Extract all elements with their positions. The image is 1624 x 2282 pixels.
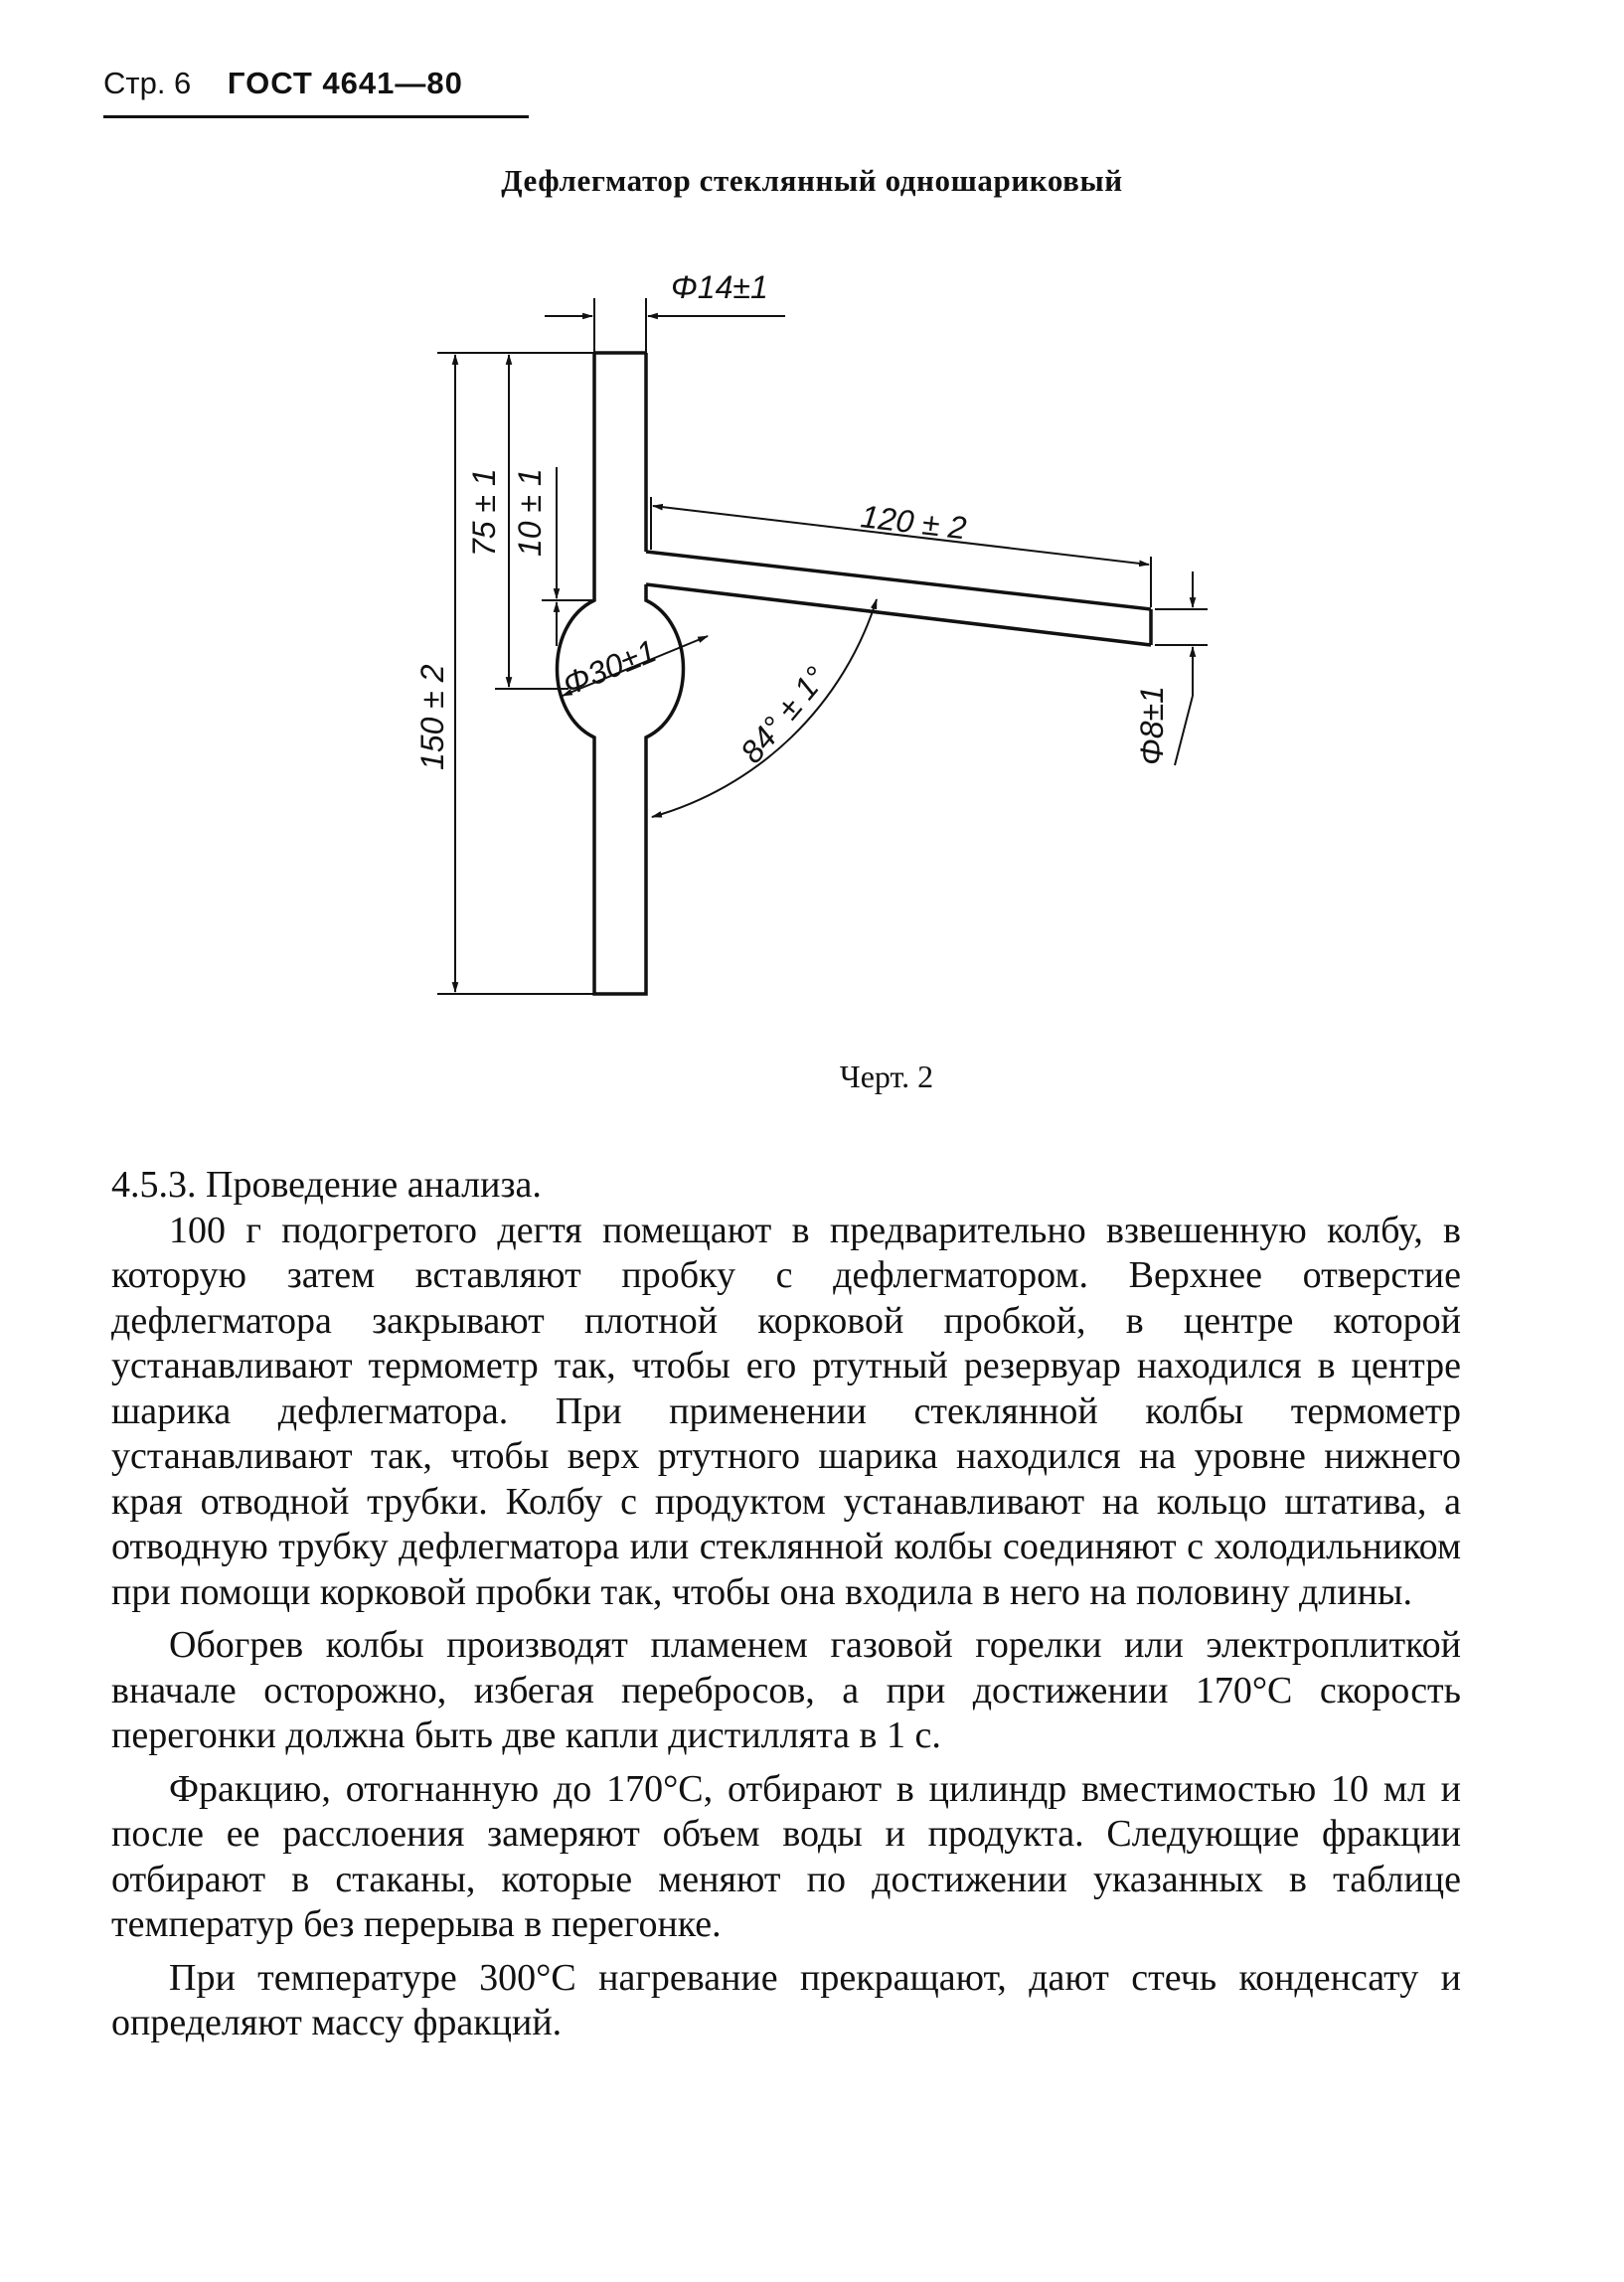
dim-angle-arc bbox=[652, 599, 877, 817]
dimension-lines bbox=[437, 298, 1208, 994]
figure-caption: Черт. 2 bbox=[839, 1059, 934, 1094]
label-side-length: 120 ± 2 bbox=[859, 498, 969, 547]
label-10: 10 ± 1 bbox=[512, 468, 548, 557]
body-text bbox=[111, 1163, 1461, 2046]
paragraph: Обогрев колбы производят пламенем газовой горелки или электроплиткой вначале осторожно, избегая перебросов, а при достижении 170°С скорость перегонки должна быть две капли дистиллята в 1 с. bbox=[111, 1624, 1461, 1756]
dim-side-d-leader bbox=[1175, 696, 1193, 765]
label-bulb-diameter: Φ30±1 bbox=[558, 632, 662, 703]
label-side-diameter: Φ8±1 bbox=[1134, 686, 1170, 765]
label-top-diameter: Φ14±1 bbox=[671, 269, 768, 305]
label-angle: 84° ± 1° bbox=[732, 659, 834, 770]
side-tube-upper-edge bbox=[646, 552, 1151, 609]
side-tube-lower-edge bbox=[646, 584, 1151, 645]
standard-number: ГОСТ 4641—80 bbox=[227, 66, 463, 100]
label-total-height: 150 ± 2 bbox=[414, 664, 450, 770]
page-number: Стр. 6 bbox=[103, 66, 192, 100]
paragraph: При температуре 300°С нагревание прекращают, дают стечь конденсату и определяют массу фракций. bbox=[111, 1956, 1461, 2043]
vessel-outline bbox=[558, 353, 1152, 994]
paragraph: Фракцию, отогнанную до 170°С, отбирают в цилиндр вместимостью 10 мл и после ее расслоения замеряют объем воды и продукта. Следующие фракции отбирают в стаканы, которые меняют по достижении указанных в таблице температур без перерыва в перегонке. bbox=[111, 1767, 1461, 1945]
section-heading: 4.5.3. Проведение анализа. bbox=[111, 1164, 542, 1206]
figure-title: Дефлегматор стеклянный одношариковый bbox=[501, 163, 1123, 198]
label-75: 75 ± 1 bbox=[466, 468, 502, 557]
paragraph: 100 г подогретого дегтя помещают в предварительно взвешенную колбу, в которую затем вставляют пробку с дефлегматором. Верхнее отверстие дефлегматора закрывают плотной корковой пробкой, в центре которой устанавливают термометр так, чтобы его ртутный резервуар находился в центре шарика дефлегматора. При применении стеклянной колбы термометр устанавливают так, чтобы верх ртутного шарика находился на уровне нижнего края отводной трубки. Колбу с продуктом устанавливают на кольцо штатива, а отводную трубку дефлегматора или стеклянной колбы соединяют с холодильником при помощи корковой пробки так, чтобы она входила в него на половину длины. bbox=[111, 1209, 1461, 1613]
paragraphs bbox=[111, 1209, 1461, 2046]
